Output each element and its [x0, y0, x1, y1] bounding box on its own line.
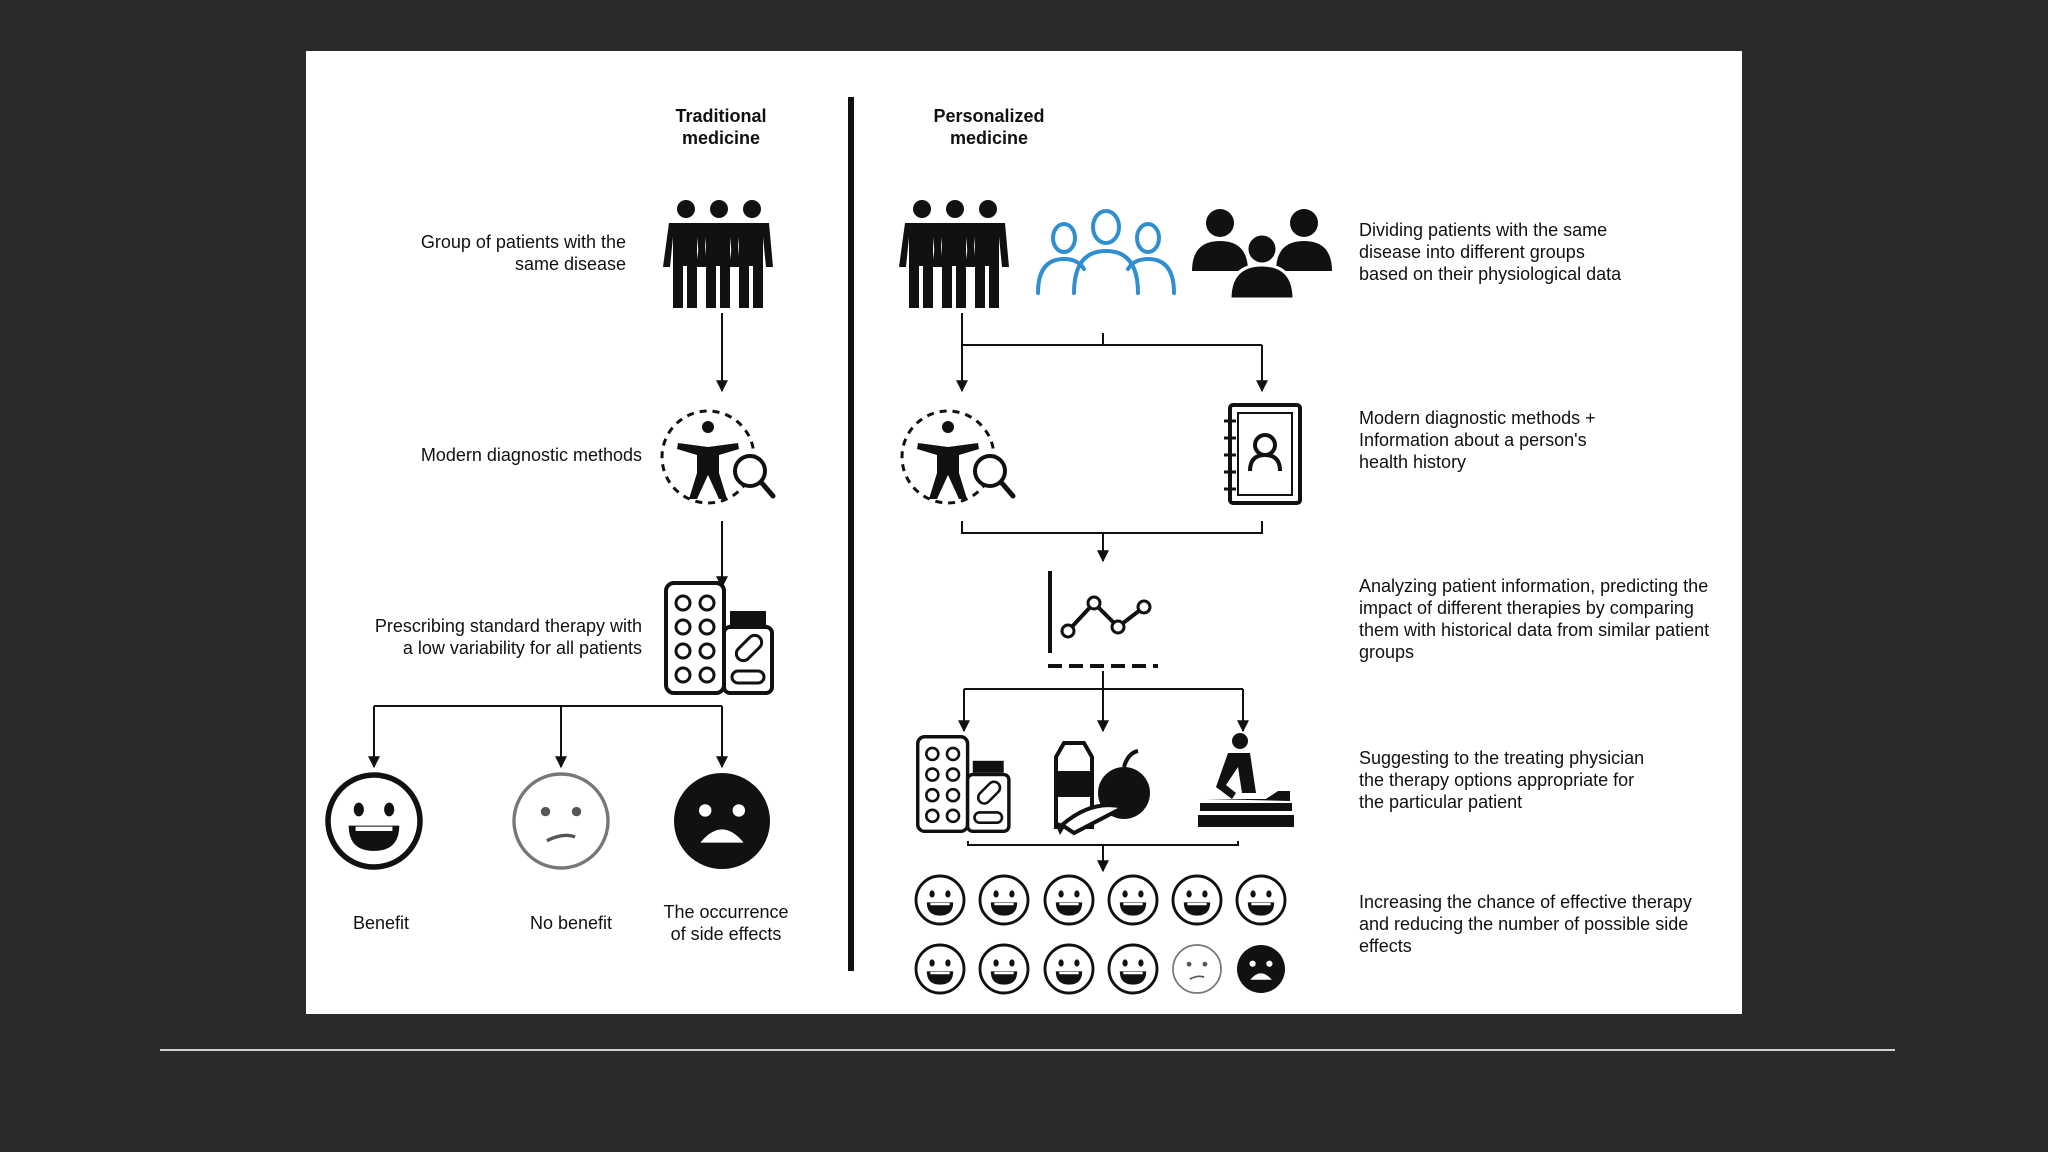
traditional-step-3-label: Prescribing standard therapy with a low variability for all patients	[374, 616, 642, 658]
diagram-canvas	[306, 51, 1742, 1014]
personalized-step-3-label: Analyzing patient information, predicting the impact of different therapies by comparing them with historical data from similar patient groups	[1359, 576, 1710, 662]
outcome-side-effects-label: The occurrence of side effects	[663, 902, 789, 944]
therapy-nutrition-icon	[1054, 743, 1150, 835]
traditional-patients-icon	[663, 200, 773, 308]
personalized-outcome-happy-face-icon	[1109, 945, 1157, 993]
outcome-benefit-label: Benefit	[352, 913, 410, 933]
outcome-no-benefit-label: No benefit	[529, 913, 613, 933]
personalized-title: Personalized medicine	[933, 106, 1045, 148]
diagram-panel	[306, 51, 1742, 1014]
personalized-outcome-happy-face-icon	[916, 876, 964, 924]
personalized-outcome-neutral-face-icon	[1173, 945, 1221, 993]
personalized-outcome-happy-face-icon	[916, 945, 964, 993]
personalized-outcome-happy-face-icon	[980, 945, 1028, 993]
traditional-title: Traditional medicine	[675, 106, 767, 148]
personalized-diagnostic-icon	[902, 411, 1013, 503]
personalized-outcome-sad-face-icon	[1237, 945, 1285, 993]
traditional-diagnostic-icon	[662, 411, 773, 503]
outcome-no-benefit-face-icon	[514, 774, 608, 868]
therapy-merge-line	[968, 841, 1238, 845]
personalized-outcome-happy-face-icon	[1045, 876, 1093, 924]
personalized-outcome-happy-face-icon	[1237, 876, 1285, 924]
traditional-step-2-label: Modern diagnostic methods	[420, 445, 642, 465]
personalized-outcome-happy-face-icon	[1173, 876, 1221, 924]
therapy-physiotherapy-icon	[1198, 733, 1294, 827]
personalized-outcome-happy-face-icon	[980, 876, 1028, 924]
health-record-icon	[1224, 405, 1300, 503]
outcome-benefit-face-icon	[328, 775, 420, 867]
personalized-step-5-label: Increasing the chance of effective therapy and reducing the number of possible side effects	[1359, 892, 1692, 956]
personalized-step-2-label: Modern diagnostic methods + Information about a person's health history	[1359, 408, 1596, 472]
therapy-medication-icon	[918, 737, 1009, 832]
personalized-outcome-happy-face-icon	[1045, 945, 1093, 993]
personalized-outcome-happy-face-icon	[1109, 876, 1157, 924]
merge-line	[962, 521, 1262, 533]
personalized-step-4-label: Suggesting to the treating physician the therapy options appropriate for the particular patient	[1359, 748, 1645, 812]
patient-subgroup-blue-icon	[1038, 211, 1174, 293]
bottom-divider	[160, 1049, 1895, 1051]
personalized-patients-icon	[899, 200, 1009, 308]
analytics-chart-icon	[1048, 571, 1158, 666]
traditional-step-1-label: Group of patients with the same disease	[420, 232, 626, 274]
patient-subgroup-solid-icon	[1192, 209, 1332, 299]
traditional-medication-icon	[666, 583, 772, 693]
outcome-side-effects-face-icon	[674, 773, 770, 869]
personalized-step-1-label: Dividing patients with the same disease into different groups based on their physiological data	[1359, 220, 1622, 284]
